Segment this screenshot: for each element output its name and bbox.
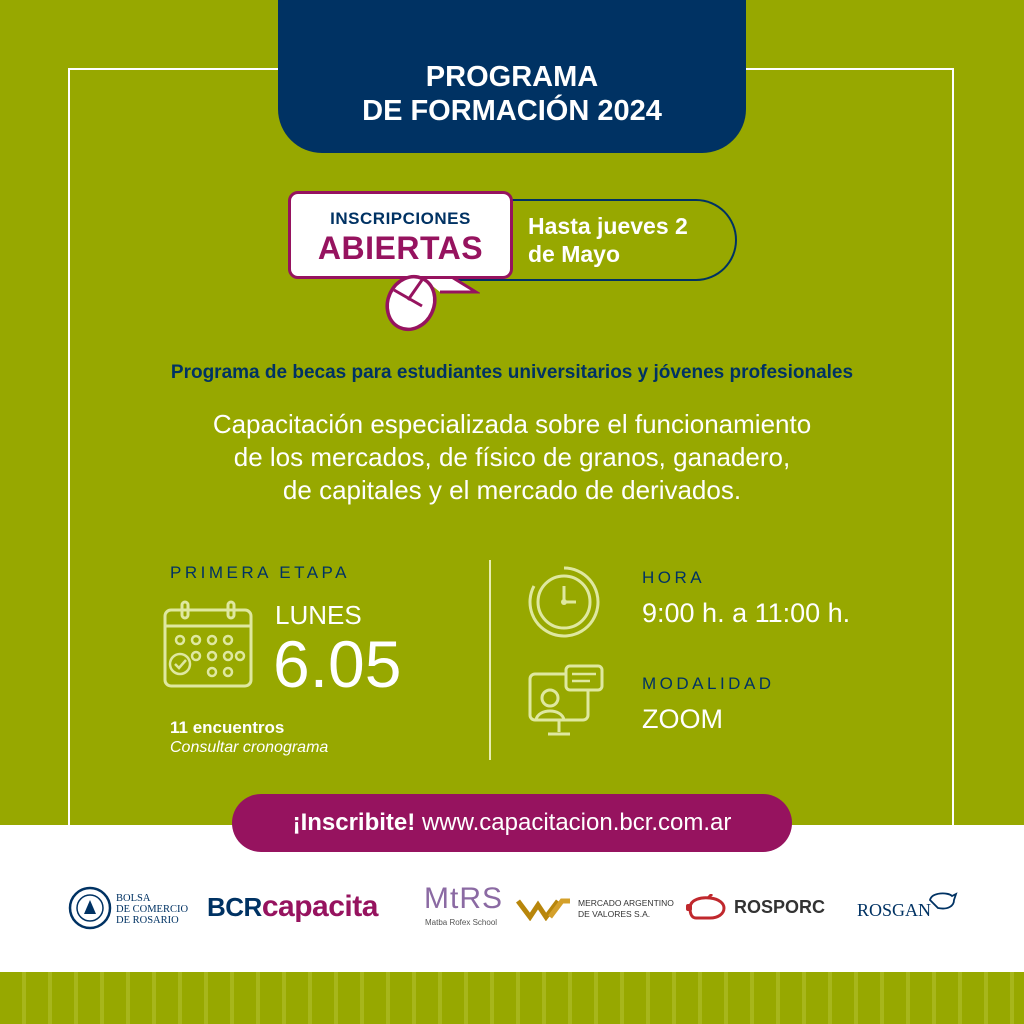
bcr-suffix: capacita bbox=[261, 890, 378, 923]
clock-icon bbox=[528, 564, 604, 640]
deadline-line-1: Hasta jueves 2 bbox=[528, 213, 688, 239]
program-description bbox=[0, 408, 1024, 507]
schedule-note: Consultar cronograma bbox=[170, 739, 329, 756]
signup-url[interactable]: www.capacitacion.bcr.com.ar bbox=[421, 809, 732, 836]
mav-mark-icon bbox=[516, 897, 572, 921]
mav-line-2: DE VALORES S.A. bbox=[578, 909, 651, 919]
column-divider bbox=[489, 560, 491, 760]
bcr-prefix: BCR bbox=[207, 892, 262, 922]
description-line-3: de capitales y el mercado de derivados. bbox=[282, 475, 742, 505]
title-banner bbox=[278, 0, 746, 153]
cow-icon bbox=[928, 888, 958, 912]
mav-logo bbox=[578, 898, 674, 920]
stage-label: PRIMERA ETAPA bbox=[170, 563, 350, 582]
bolsa-logo bbox=[116, 893, 188, 926]
description-line-2: de los mercados, de físico de granos, ganadero, bbox=[233, 442, 791, 472]
bolsa-line-2: DE COMERCIO bbox=[116, 904, 189, 915]
meetings-count: 11 encuentros bbox=[170, 718, 285, 737]
badge-line-2: ABIERTAS bbox=[317, 230, 484, 266]
rosporc-logo: ROSPORC bbox=[734, 897, 826, 917]
signup-call: ¡Inscribite! bbox=[292, 809, 416, 836]
title-line-2: DE FORMACIÓN 2024 bbox=[362, 95, 662, 127]
rosgan-logo: ROSGAN bbox=[857, 900, 932, 920]
deadline-line-2: de Mayo bbox=[528, 241, 621, 267]
program-subtitle: Programa de becas para estudiantes universitarios y jóvenes profesionales bbox=[170, 362, 854, 383]
mrs-subtitle: Matba Rofex School bbox=[425, 918, 498, 927]
time-value: 9:00 h. a 11:00 h. bbox=[642, 598, 851, 628]
stage-day: LUNES bbox=[275, 600, 362, 630]
bottom-stripes bbox=[0, 972, 1024, 1024]
bolsa-seal-icon bbox=[68, 886, 112, 930]
mouse-icon bbox=[382, 270, 444, 334]
stage-date: 6.05 bbox=[273, 627, 402, 701]
badge-line-1: INSCRIPCIONES bbox=[330, 209, 471, 228]
video-call-icon bbox=[526, 662, 606, 742]
registration-badge bbox=[288, 191, 513, 279]
deadline-text bbox=[528, 212, 688, 268]
time-label: HORA bbox=[642, 568, 706, 587]
calendar-icon bbox=[160, 598, 256, 692]
bcr-capacita-logo bbox=[207, 890, 378, 924]
signup-button[interactable] bbox=[232, 794, 792, 852]
mode-value: ZOOM bbox=[642, 704, 723, 734]
description-line-1: Capacitación especializada sobre el funcionamiento bbox=[212, 409, 812, 439]
mav-line-1: MERCADO ARGENTINO bbox=[578, 898, 674, 908]
bolsa-line-3: DE ROSARIO bbox=[116, 915, 179, 926]
title-line-1: PROGRAMA bbox=[425, 61, 599, 93]
pig-icon bbox=[684, 894, 730, 922]
mode-label: MODALIDAD bbox=[642, 674, 775, 693]
mrs-logo: MtRS bbox=[424, 882, 503, 915]
bolsa-line-1: BOLSA bbox=[116, 893, 151, 904]
